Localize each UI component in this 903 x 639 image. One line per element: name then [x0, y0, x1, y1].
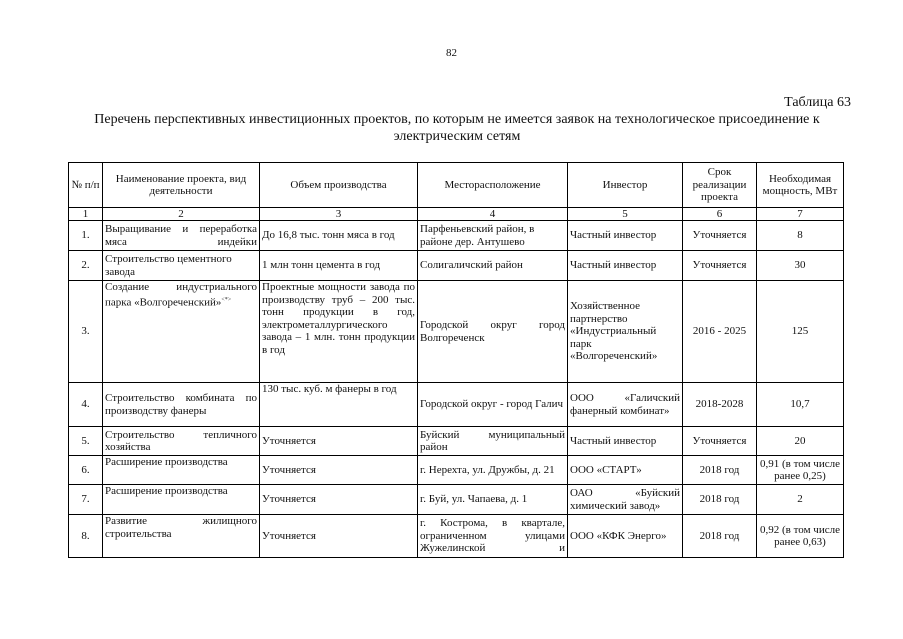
term: 2018 год	[683, 485, 757, 515]
row-num: 1.	[69, 221, 103, 251]
location: Солигаличский район	[418, 251, 568, 281]
project-name	[103, 281, 260, 383]
row-num: 6.	[69, 456, 103, 485]
power: 0,91 (в том числе ранее 0,25)	[757, 456, 844, 485]
location: Городской округ - город Галич	[418, 383, 568, 427]
table-row	[69, 251, 844, 281]
column-number: 2	[103, 208, 260, 221]
location: г. Нерехта, ул. Дружбы, д. 21	[418, 456, 568, 485]
header-volume: Объем производства	[260, 163, 418, 208]
column-number: 7	[757, 208, 844, 221]
term: Уточняется	[683, 427, 757, 456]
project-name: Строительство тепличного хозяйства	[103, 427, 260, 456]
investor: Частный инвестор	[568, 251, 683, 281]
power: 125	[757, 281, 844, 383]
term: 2018-2028	[683, 383, 757, 427]
project-name: Развитие жилищного строительства	[103, 515, 260, 558]
row-num: 4.	[69, 383, 103, 427]
production-volume: 1 млн тонн цемента в год	[260, 251, 418, 281]
column-number: 4	[418, 208, 568, 221]
location: Буйский муниципальный район	[418, 427, 568, 456]
column-number: 1	[69, 208, 103, 221]
header-num: № п/п	[69, 163, 103, 208]
footnote-mark: <*>	[221, 296, 232, 303]
investor: Хозяйственное партнерство «Индустриальный парк «Волгореченский»	[568, 281, 683, 383]
header-power: Необходимая мощность, МВт	[757, 163, 844, 208]
investment-projects-table	[68, 162, 844, 558]
table-row	[69, 221, 844, 251]
power: 30	[757, 251, 844, 281]
production-volume: Уточняется	[260, 515, 418, 558]
table-row	[69, 281, 844, 383]
table-row	[69, 427, 844, 456]
power: 20	[757, 427, 844, 456]
header-investor: Инвестор	[568, 163, 683, 208]
term: 2018 год	[683, 515, 757, 558]
investor: ООО «Галичский фанерный комбинат»	[568, 383, 683, 427]
project-name: Расширение производства	[103, 456, 260, 485]
project-name: Расширение производства	[103, 485, 260, 515]
power: 2	[757, 485, 844, 515]
row-num: 5.	[69, 427, 103, 456]
project-name: Строительство цементного завода	[103, 251, 260, 281]
column-number: 3	[260, 208, 418, 221]
row-num: 3.	[69, 281, 103, 383]
investor: ОАО «Буйский химический завод»	[568, 485, 683, 515]
row-num: 7.	[69, 485, 103, 515]
term: 2018 год	[683, 456, 757, 485]
production-volume: 130 тыс. куб. м фанеры в год	[260, 383, 418, 427]
row-num: 8.	[69, 515, 103, 558]
table-row	[69, 515, 844, 558]
page-number: 82	[446, 47, 457, 59]
location: Парфеньевский район, в районе дер. Антушево	[418, 221, 568, 251]
power: 10,7	[757, 383, 844, 427]
location: г. Кострома, в квартале, ограниченном улицами Жужелинской и	[418, 515, 568, 558]
row-num: 2.	[69, 251, 103, 281]
investor: ООО «КФК Энерго»	[568, 515, 683, 558]
project-name-text: Создание индустриального парка «Волгореченский»	[105, 281, 257, 309]
table-label: Таблица 63	[784, 95, 851, 110]
table-row	[69, 485, 844, 515]
production-volume: Уточняется	[260, 427, 418, 456]
production-volume: Уточняется	[260, 456, 418, 485]
term: Уточняется	[683, 221, 757, 251]
investor: ООО «СТАРТ»	[568, 456, 683, 485]
column-number: 5	[568, 208, 683, 221]
column-number-row	[69, 208, 844, 221]
column-number: 6	[683, 208, 757, 221]
production-volume: Проектные мощности завода по производству труб – 200 тыс. тонн продукции в год, электрометаллургического завода – 1 млн. тонн продукции в год	[260, 281, 418, 383]
production-volume: Уточняется	[260, 485, 418, 515]
table-caption: Перечень перспективных инвестиционных проектов, по которым не имеется заявок на технологическое присоединение к электрическим сетям	[94, 112, 820, 144]
project-name: Выращивание и переработка мяса индейки	[103, 221, 260, 251]
location: г. Буй, ул. Чапаева, д. 1	[418, 485, 568, 515]
investor: Частный инвестор	[568, 221, 683, 251]
term: Уточняется	[683, 251, 757, 281]
term: 2016 - 2025	[683, 281, 757, 383]
project-name: Строительство комбината по производству фанеры	[103, 383, 260, 427]
header-row	[69, 163, 844, 208]
table-row	[69, 383, 844, 427]
production-volume: До 16,8 тыс. тонн мяса в год	[260, 221, 418, 251]
header-location: Месторасположение	[418, 163, 568, 208]
table-row	[69, 456, 844, 485]
power: 0,92 (в том числе ранее 0,63)	[757, 515, 844, 558]
header-term: Срок реализации проекта	[683, 163, 757, 208]
location: Городской округ город Волгореченск	[418, 281, 568, 383]
investor: Частный инвестор	[568, 427, 683, 456]
power: 8	[757, 221, 844, 251]
header-name: Наименование проекта, вид деятельности	[103, 163, 260, 208]
